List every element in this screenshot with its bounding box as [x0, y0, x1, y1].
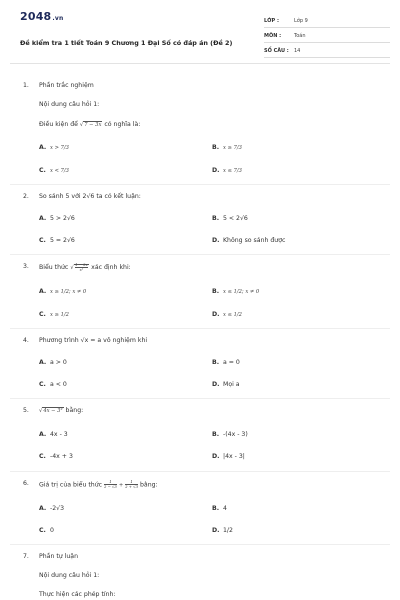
question-sub: Thực hiện các phép tính: [39, 591, 116, 598]
question-text: √4x − 3² bằng: [39, 407, 84, 414]
meta-label: SỐ CÂU : [264, 48, 289, 54]
answer-option[interactable]: D. Không so sánh được [212, 237, 286, 244]
question-number: 2. [23, 193, 29, 200]
answer-option[interactable]: C. 5 = 2√6 [39, 237, 75, 244]
question-number: 4. [23, 337, 29, 344]
question-number: 3. [23, 263, 29, 270]
divider [10, 544, 390, 545]
question-text: So sánh 5 với 2√6 ta có kết luận: [39, 193, 141, 200]
answer-option[interactable]: B. 5 < 2√6 [212, 215, 248, 222]
answer-option[interactable]: A. x > 7/3 [39, 144, 69, 151]
question-text: Phương trình √x = a vô nghiệm khi [39, 337, 148, 344]
answer-option[interactable]: D. |4x - 3| [212, 453, 245, 460]
meta-label: MÔN : [264, 33, 282, 39]
divider [10, 328, 390, 329]
answer-option[interactable]: C. -4x + 3 [39, 453, 73, 460]
question-text: Biểu thức √ $\frac{1 - 2x}{\text{x²}}$ xác định khi: [39, 262, 131, 272]
answer-option[interactable]: A. x ≥ 1/2; x ≠ 0 [39, 288, 87, 295]
answer-option[interactable]: A. -2√3 [39, 505, 65, 512]
page-title: Đề kiểm tra 1 tiết Toán 9 Chương 1 Đại Số có đáp án (Đề 2) [20, 39, 233, 47]
answer-option[interactable]: A. 4x - 3 [39, 431, 68, 438]
question-text: Giá trị của biểu thức $\frac{1}{2 - √3}$ + $\frac{1}{2 + √3}$ bằng: [39, 479, 158, 489]
answer-option[interactable]: C. x ≥ 1/2 [39, 311, 69, 318]
question-number: 6. [23, 480, 29, 487]
answer-option[interactable]: B. 4 [212, 505, 227, 512]
question-sub: Nội dung câu hỏi 1: [39, 101, 100, 108]
site-logo[interactable]: 2048.vn [20, 10, 64, 23]
question-number: 7. [23, 553, 29, 560]
meta-label: LỚP : [264, 18, 279, 24]
meta-value: Lớp 9 [294, 18, 308, 24]
meta-value: Toán [294, 33, 306, 39]
answer-option[interactable]: B. x ≥ 7/3 [212, 144, 242, 151]
question-text: Phần trắc nghiệm [39, 82, 94, 89]
question-text: Phần tự luận [39, 553, 79, 560]
answer-option[interactable]: A. a > 0 [39, 359, 67, 366]
question-number: 1. [23, 82, 29, 89]
question-number: 5. [23, 407, 29, 414]
divider [10, 184, 390, 185]
answer-option[interactable]: B. -(4x - 3) [212, 431, 248, 438]
question-sub: Nội dung câu hỏi 1: [39, 572, 100, 579]
answer-option[interactable]: C. x < 7/3 [39, 167, 69, 174]
answer-option[interactable]: D. x ≤ 1/2 [212, 311, 242, 318]
answer-option[interactable]: A. 5 > 2√6 [39, 215, 75, 222]
answer-option[interactable]: B. a = 0 [212, 359, 240, 366]
answer-option[interactable]: C. a < 0 [39, 381, 67, 388]
answer-option[interactable]: D. Mọi a [212, 381, 240, 388]
question-stem: Điều kiện để √7 − 3x có nghĩa là: [39, 121, 141, 128]
divider [10, 398, 390, 399]
divider [10, 471, 390, 472]
answer-option[interactable]: B. x ≤ 1/2; x ≠ 0 [212, 288, 260, 295]
meta-value: 14 [294, 48, 301, 54]
answer-option[interactable]: C. 0 [39, 527, 54, 534]
divider [10, 254, 390, 255]
answer-option[interactable]: D. x ≤ 7/3 [212, 167, 242, 174]
answer-option[interactable]: D. 1/2 [212, 527, 233, 534]
